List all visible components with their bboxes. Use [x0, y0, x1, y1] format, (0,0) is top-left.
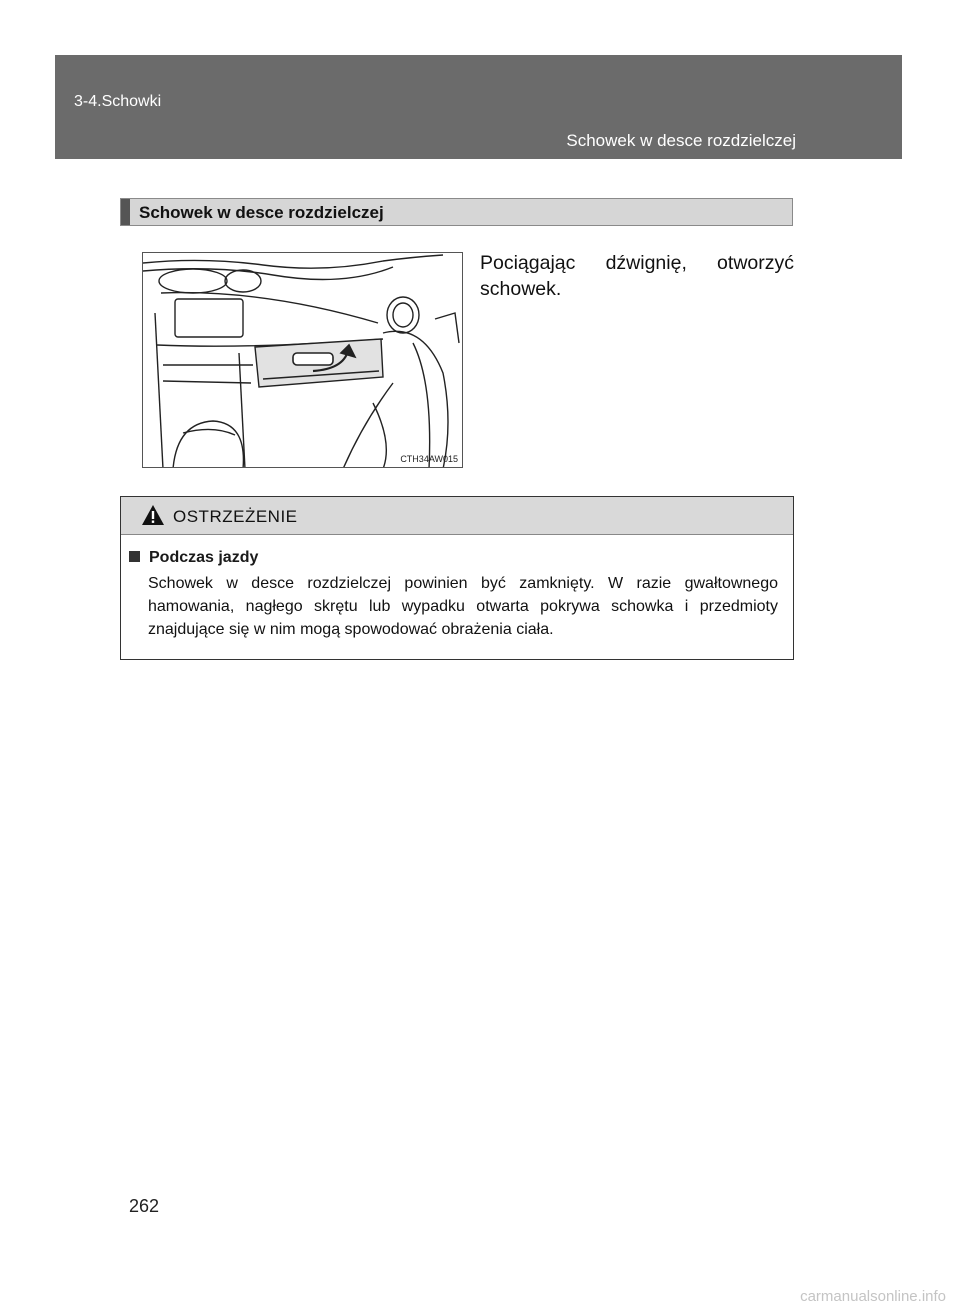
- header-topic-label: Schowek w desce rozdzielczej: [566, 131, 796, 150]
- section-title: Schowek w desce rozdzielczej: [139, 203, 384, 222]
- warning-item-heading: [129, 549, 258, 567]
- dashboard-drawing: [143, 253, 463, 468]
- section-marker: [121, 199, 130, 225]
- warning-triangle-icon: [141, 504, 165, 526]
- watermark[interactable]: carmanualsonline.info: [800, 1288, 946, 1305]
- figure-code: CTH34AW015: [400, 454, 458, 464]
- header-section-label: 3-4.Schowki: [74, 93, 162, 110]
- warning-header: [121, 497, 793, 535]
- warning-body-text: Schowek w desce rozdzielczej powinien być zamknięty. W razie gwałtownego hamowania, nagłego skrętu lub wypadku otwarta pokrywa schowka i przedmioty znajdujące się w nim mogą spowodować obrażenia ciała.: [148, 575, 778, 638]
- section-title-bar: [120, 198, 793, 226]
- header-band: [55, 55, 902, 159]
- warning-item-title: Podczas jazdy: [149, 549, 259, 566]
- warning-box: [120, 496, 794, 660]
- warning-title: OSTRZEŻENIE: [173, 507, 298, 526]
- glovebox-illustration: [142, 252, 463, 468]
- square-bullet-icon: [129, 551, 140, 562]
- instruction-text: Pociągając dźwignię, otworzyć schowek.: [480, 252, 794, 300]
- page-number: 262: [129, 1196, 160, 1216]
